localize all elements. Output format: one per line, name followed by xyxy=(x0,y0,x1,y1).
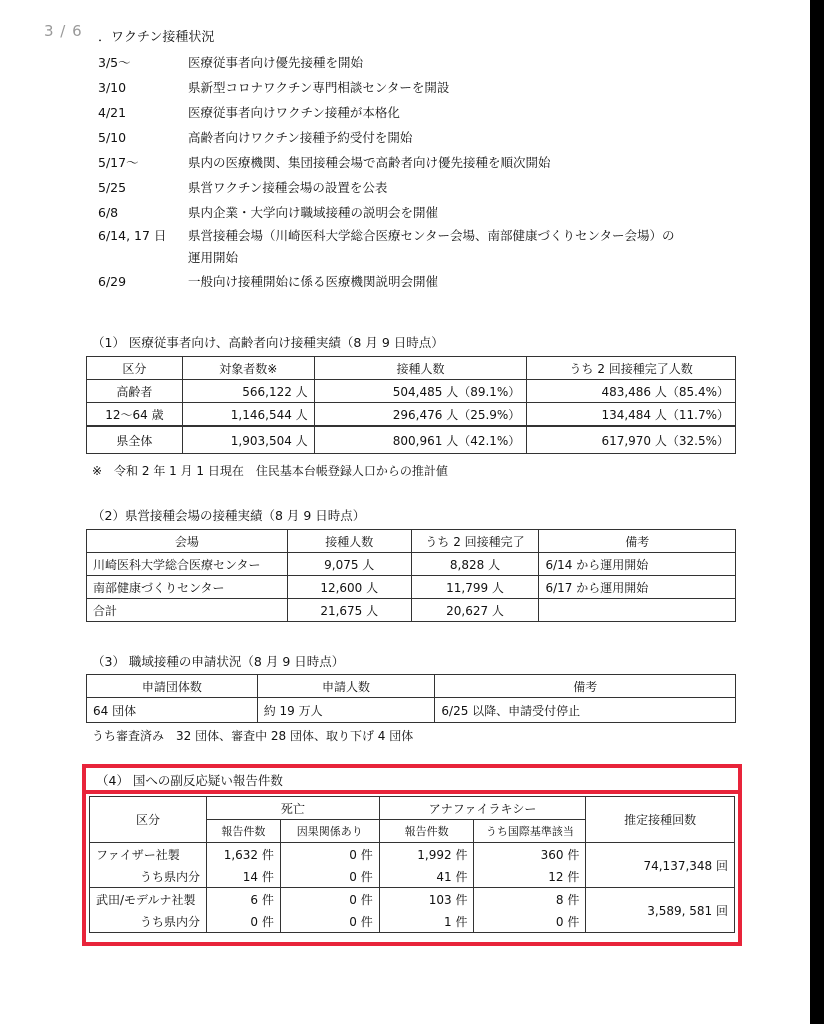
table-cell: 800,961 人（42.1%） xyxy=(314,426,527,454)
timeline-text: 医療従事者向けワクチン接種が本格化 xyxy=(188,105,400,120)
table-cell: 483,486 人（85.4%） xyxy=(527,380,736,403)
table-cell xyxy=(539,599,736,622)
table-header: 推定接種回数 xyxy=(586,797,735,843)
table-cell: 川崎医科大学総合医療センター xyxy=(87,553,288,576)
table-cell: 74,137,348 回 xyxy=(586,843,735,888)
table-header: うち 2 回接種完了 xyxy=(411,530,539,553)
table-cell: 高齢者 xyxy=(87,380,183,403)
table-row xyxy=(87,426,736,454)
table-cell: 0 件 xyxy=(280,865,379,888)
timeline-text: 県営ワクチン接種会場の設置を公表 xyxy=(188,180,388,195)
section-heading: ．ワクチン接種状況 xyxy=(98,30,215,45)
section2-caption: （2）県営接種会場の接種実績（8 月 9 日時点） xyxy=(92,508,366,523)
timeline-text-line: 運用開始 xyxy=(188,250,239,265)
table-cell: 1 件 xyxy=(379,910,474,933)
timeline-date: 6/14, 17 日 xyxy=(98,228,167,243)
vaccination-results-table xyxy=(86,356,736,454)
table-cell: 14 件 xyxy=(206,865,280,888)
adverse-reaction-table xyxy=(89,796,735,933)
table-header: 申請団体数 xyxy=(87,675,258,698)
table-cell: 64 団体 xyxy=(87,698,258,723)
table-cell: 6/25 以降、申請受付停止 xyxy=(435,698,736,723)
table-cell: 6/17 から運用開始 xyxy=(539,576,736,599)
table-cell: 約 19 万人 xyxy=(257,698,435,723)
timeline-row xyxy=(98,269,738,294)
table-row xyxy=(87,599,736,622)
table-cell: 11,799 人 xyxy=(411,576,539,599)
table-row xyxy=(87,576,736,599)
timeline-text: 県新型コロナワクチン専門相談センターを開設 xyxy=(188,80,450,95)
workplace-application-table xyxy=(86,674,736,723)
table-cell: 41 件 xyxy=(379,865,474,888)
section3-note: うち審査済み 32 団体、審査中 28 団体、取り下げ 4 団体 xyxy=(92,729,414,743)
table-row xyxy=(87,403,736,427)
section4-caption: （4） 国への副反応疑い報告件数 xyxy=(96,773,283,788)
timeline-date: 6/29 xyxy=(98,274,127,289)
table-cell: 武田/モデルナ社製 xyxy=(90,888,207,911)
table-cell: 134,484 人（11.7%） xyxy=(527,403,736,427)
table-cell: 1,992 件 xyxy=(379,843,474,866)
section1-caption: （1） 医療従事者向け、高齢者向け接種実績（8 月 9 日時点） xyxy=(92,335,444,350)
timeline-date: 5/25 xyxy=(98,180,127,195)
table-cell: 103 件 xyxy=(379,888,474,911)
timeline-row xyxy=(98,225,738,269)
table-header: 接種人数 xyxy=(287,530,411,553)
table-cell: 12,600 人 xyxy=(287,576,411,599)
table-row xyxy=(87,698,736,723)
page-indicator: 3 / 6 xyxy=(44,22,83,40)
timeline-date: 4/21 xyxy=(98,105,127,120)
section1-note: ※ 令和 2 年 1 月 1 日現在 住民基本台帳登録人口からの推計値 xyxy=(92,464,448,478)
table-cell: 6/14 から運用開始 xyxy=(539,553,736,576)
table-header: 対象者数※ xyxy=(182,357,314,380)
timeline-date: 5/10 xyxy=(98,130,127,145)
table-header: 備考 xyxy=(539,530,736,553)
table-cell: 0 件 xyxy=(206,910,280,933)
timeline-row xyxy=(98,50,738,75)
timeline-row xyxy=(98,175,738,200)
timeline-date: 3/5～ xyxy=(98,55,131,70)
timeline-text-line: 県営接種会場（川崎医科大学総合医療センター会場、南部健康づくりセンター会場）の xyxy=(188,228,675,243)
table-header: 申請人数 xyxy=(257,675,435,698)
table-row xyxy=(87,380,736,403)
table-cell: うち県内分 xyxy=(90,910,207,933)
table-cell: 21,675 人 xyxy=(287,599,411,622)
timeline-text: 一般向け接種開始に係る医療機関説明会開催 xyxy=(188,274,439,289)
timeline-text: 県内企業・大学向け職域接種の説明会を開催 xyxy=(188,205,439,220)
table-cell: 1,903,504 人 xyxy=(182,426,314,454)
table-row xyxy=(90,888,735,911)
table-subheader: 因果関係あり xyxy=(280,820,379,843)
timeline-text: 医療従事者向け優先接種を開始 xyxy=(188,55,364,70)
timeline-row xyxy=(98,75,738,100)
timeline-row xyxy=(98,150,738,175)
table-cell: 1,146,544 人 xyxy=(182,403,314,427)
timeline-row xyxy=(98,200,738,225)
section3-caption: （3） 職域接種の申請状況（8 月 9 日時点） xyxy=(92,654,345,669)
table-cell: 296,476 人（25.9%） xyxy=(314,403,527,427)
venue-results-table xyxy=(86,529,736,622)
table-header: 死亡 xyxy=(206,797,379,820)
timeline-date: 5/17～ xyxy=(98,155,139,170)
table-cell: 3,589, 581 回 xyxy=(586,888,735,933)
table-header: 接種人数 xyxy=(314,357,527,380)
timeline-date: 3/10 xyxy=(98,80,127,95)
table-cell: 0 件 xyxy=(474,910,586,933)
table-cell: 20,627 人 xyxy=(411,599,539,622)
table-cell: 8,828 人 xyxy=(411,553,539,576)
table-header: 備考 xyxy=(435,675,736,698)
table-cell: 1,632 件 xyxy=(206,843,280,866)
timeline-text: 高齢者向けワクチン接種予約受付を開始 xyxy=(188,130,413,145)
table-cell: ファイザー社製 xyxy=(90,843,207,866)
timeline xyxy=(98,50,738,294)
table-cell: 504,485 人（89.1%） xyxy=(314,380,527,403)
table-cell: 617,970 人（32.5%） xyxy=(527,426,736,454)
table-cell: うち県内分 xyxy=(90,865,207,888)
timeline-text: 県内の医療機関、集団接種会場で高齢者向け優先接種を順次開始 xyxy=(188,155,551,170)
timeline-row xyxy=(98,125,738,150)
table-cell: 南部健康づくりセンター xyxy=(87,576,288,599)
timeline-row xyxy=(98,100,738,125)
table-row xyxy=(87,553,736,576)
table-cell: 12～64 歳 xyxy=(87,403,183,427)
table-cell: 0 件 xyxy=(280,910,379,933)
table-cell: 360 件 xyxy=(474,843,586,866)
table-subheader: うち国際基準該当 xyxy=(474,820,586,843)
table-cell: 6 件 xyxy=(206,888,280,911)
table-header: 区分 xyxy=(87,357,183,380)
table-cell: 県全体 xyxy=(87,426,183,454)
table-subheader: 報告件数 xyxy=(379,820,474,843)
table-cell: 合計 xyxy=(87,599,288,622)
timeline-text xyxy=(188,225,738,269)
table-cell: 566,122 人 xyxy=(182,380,314,403)
table-header: うち 2 回接種完了人数 xyxy=(527,357,736,380)
table-subheader: 報告件数 xyxy=(206,820,280,843)
table-row xyxy=(90,843,735,866)
timeline-date: 6/8 xyxy=(98,205,119,220)
table-cell: 8 件 xyxy=(474,888,586,911)
table-header: 会場 xyxy=(87,530,288,553)
table-cell: 12 件 xyxy=(474,865,586,888)
table-cell: 0 件 xyxy=(280,843,379,866)
table-cell: 9,075 人 xyxy=(287,553,411,576)
table-cell: 0 件 xyxy=(280,888,379,911)
table-header: 区分 xyxy=(90,797,207,843)
table-header: アナファイラキシー xyxy=(379,797,586,820)
